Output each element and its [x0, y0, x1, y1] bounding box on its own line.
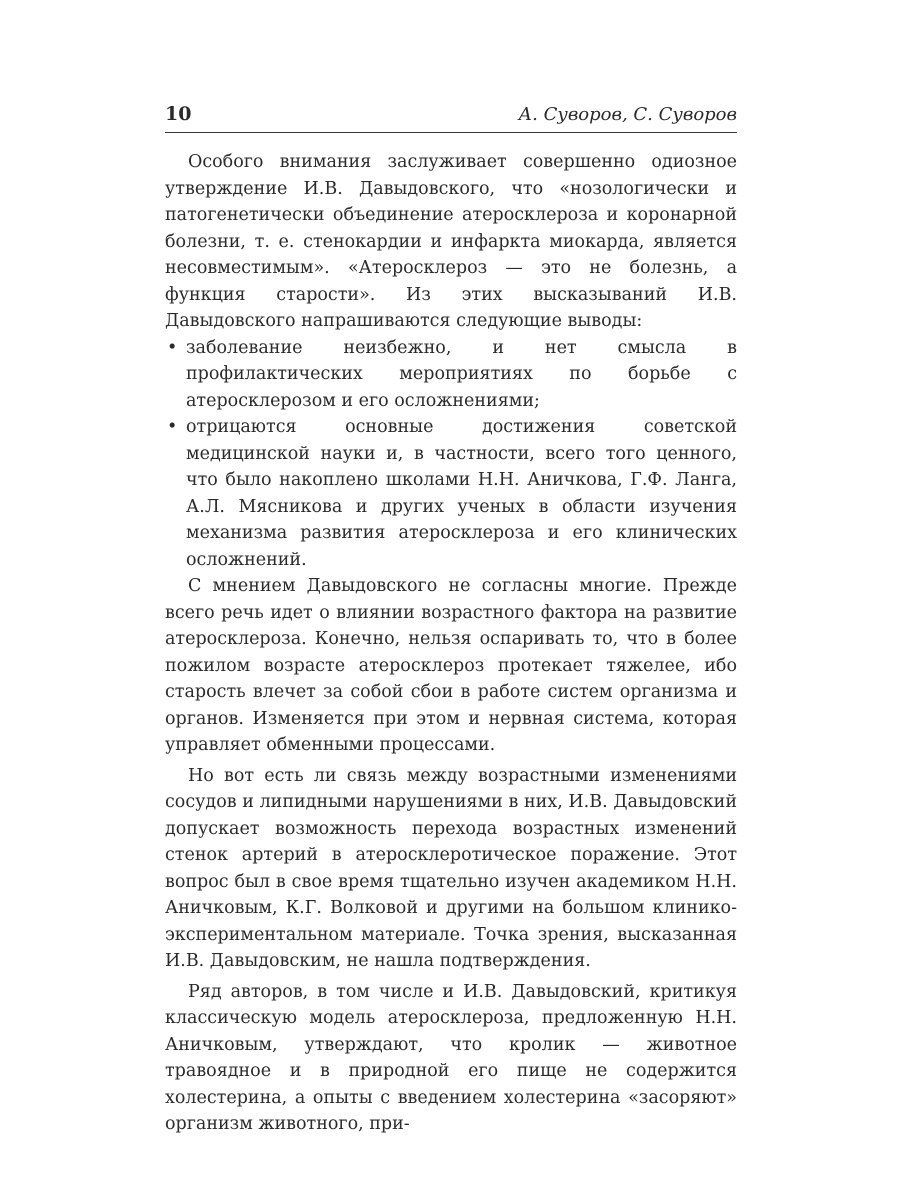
- bullet-item-2: [165, 414, 737, 573]
- bullet-marker: •: [167, 337, 178, 358]
- body-text: [165, 149, 737, 1138]
- paragraph-3: Но вот есть ли связь между возрастными изменениями сосудов и липидными нарушениями в них, И.В. Давыдовский допускает возможность перехода возрастных изменений стенок артерий в атеросклеротическое поражение. Этот вопрос был в свое время тщательно изучен академиком Н.Н. Аничковым, К.Г. Волковой и другими на большом клинико-экспериментальном материале. Точка зрения, высказанная И.В. Давыдовским, не нашла подтверждения.: [165, 765, 737, 971]
- running-head-authors: А. Суворов, С. Суворов: [518, 104, 737, 125]
- bullet-item-text: отрицаются основные достижения советской медицинской науки и, в частности, всего того ценного, что было накоплено школами Н.Н. Аничкова, Г.Ф. Ланга, А.Л. Мясникова и других ученых в области изучения механизма развития атеросклероза и его клинических осложнений.: [186, 417, 737, 570]
- bullet-item-text: заболевание неизбежно, и нет смысла в профилактических мероприятиях по борьбе с атеросклерозом и его осложнениями;: [186, 337, 737, 411]
- paragraph-4: Ряд авторов, в том числе и И.В. Давыдовский, критикуя классическую модель атеросклероза, предложенную Н.Н. Аничковым, утверждают, что кролик — животное травоядное и в природной его пище не содержится холестерина, а опыты с введением холестерина «засоряют» организм животного, при-: [165, 981, 737, 1134]
- bullet-item-1: [165, 335, 737, 415]
- page-number: 10: [165, 103, 192, 125]
- bullet-list: [165, 335, 737, 574]
- running-header: [165, 102, 737, 133]
- paragraph-1: Особого внимания заслуживает совершенно одиозное утверждение И.В. Давыдовского, что «нозологически и патогенетически объединение атеросклероза и коронарной болезни, т. е. стенокардии и инфаркта миокарда, является несовместимым». «Атеросклероз — это не болезнь, а функция старости». Из этих высказываний И.В. Давыдовского напрашиваются следующие выводы:: [165, 152, 737, 331]
- bullet-marker: •: [167, 417, 178, 437]
- paragraph-2: С мнением Давыдовского не согласны многие. Прежде всего речь идет о влиянии возрастного фактора на развитие атеросклероза. Конечно, нельзя оспаривать то, что в более пожилом возрасте атеросклероз протекает тяжелее, ибо старость влечет за собой сбои в работе систем организма и органов. Изменяется при этом и нервная система, которая управляет обменными процессами.: [165, 576, 737, 755]
